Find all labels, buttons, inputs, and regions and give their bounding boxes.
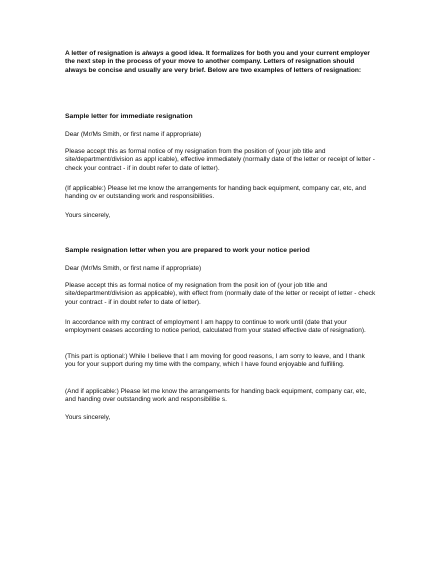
letter1-body1: Please accept this as formal notice of my resignation from the position of (your job title and site/department/division as appl icable), effective immediately (normally date of the letter or receipt of letter - check your contract - if in doubt refer to date of letter).: [65, 148, 375, 172]
letter1-body2: (If applicable:) Please let me know the arrangements for handing back equipment, company car, etc, and handing ov er outstanding work and responsibilities.: [65, 185, 366, 201]
letter2-salutation: Dear (Mr/Ms Smith, or first name if appropriate): [65, 265, 202, 272]
letter2-body2-block: [65, 319, 377, 336]
intro-text-rest: a good idea. It formalizes for both you and your current employer the next step in the process of your move to another company. Letters of resignation should always be concise and usually are very brief. Below are two examples of letters of resignation:: [65, 50, 370, 74]
letter2-salutation-block: [65, 265, 377, 273]
letter1-closing-block: [65, 212, 377, 220]
letter2-body4: (And if applicable:) Please let me know the arrangements for handing back equipment, company car, etc, and handing over outstanding work and responsibilitie s.: [65, 388, 367, 404]
letter1-heading-block: [65, 113, 377, 122]
letter2-body3: (This part is optional:) While I believe that I am moving for good reasons, I am sorry to leave, and I thank you for your support during my time with the company, which I have found enjoyable and fulfilling.: [65, 353, 365, 369]
letter2-heading-block: [65, 247, 377, 256]
letter2-body1: Please accept this as formal notice of my resignation from the posit ion of (your job title and site/department/division as applicable), with effect from (normally date of the letter or receipt of letter - check your contract - if in doubt refer to date of letter).: [65, 282, 376, 306]
letter2-closing-block: [65, 414, 377, 422]
letter1-salutation: Dear (Mr/Ms Smith, or first name if appropriate): [65, 131, 202, 138]
letter1-salutation-block: [65, 131, 377, 139]
letter1-body2-block: [65, 185, 377, 202]
letter1-body1-block: [65, 148, 377, 173]
intro-paragraph: [65, 50, 377, 75]
intro-text-start: A letter of resignation is: [65, 50, 143, 57]
letter2-heading: Sample resignation letter when you are prepared to work your notice period: [65, 247, 310, 254]
letter1-heading: Sample letter for immediate resignation: [65, 113, 193, 120]
letter2-body2: In accordance with my contract of employment I am happy to continue to work until (date that your employment ceases according to notice period, calculated from your stated effective date of resignation).: [65, 319, 366, 335]
letter2-body3-block: [65, 353, 377, 370]
letter2-closing: Yours sincerely,: [65, 414, 111, 421]
letter1-closing: Yours sincerely,: [65, 212, 111, 219]
letter2-body1-block: [65, 282, 377, 307]
document-content: [65, 50, 377, 421]
letter2-body4-block: [65, 388, 377, 405]
intro-emphasis: always: [142, 50, 164, 57]
